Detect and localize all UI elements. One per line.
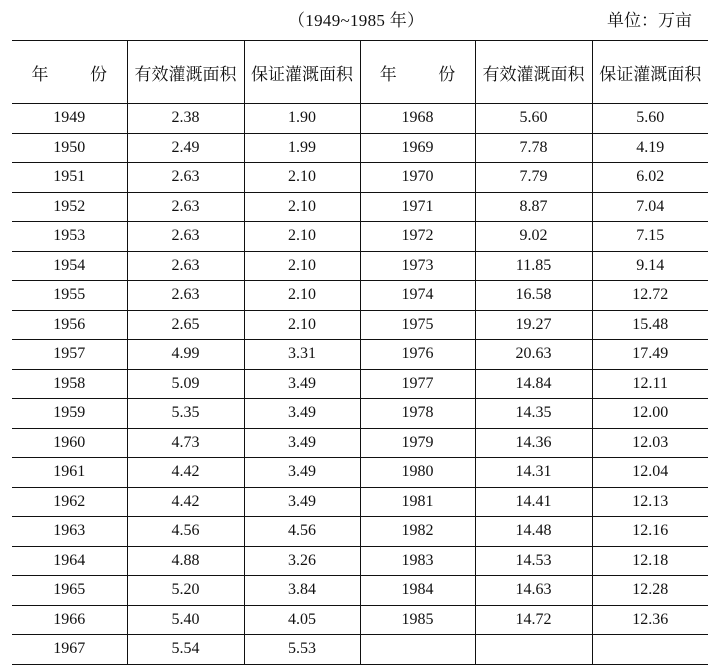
table-row bbox=[12, 605, 708, 635]
year-range-caption: （1949~1985 年） bbox=[288, 11, 425, 30]
effective-area-cell: 4.73 bbox=[127, 428, 244, 458]
guaranteed-area-cell: 12.16 bbox=[592, 517, 708, 547]
effective-area-cell: 5.60 bbox=[475, 104, 592, 134]
year-cell: 1979 bbox=[360, 428, 475, 458]
guaranteed-area-cell: 3.49 bbox=[244, 399, 360, 429]
guaranteed-area-cell: 3.26 bbox=[244, 546, 360, 576]
table-row bbox=[12, 340, 708, 370]
effective-area-cell: 14.41 bbox=[475, 487, 592, 517]
table-row bbox=[12, 487, 708, 517]
year-cell: 1951 bbox=[12, 163, 127, 193]
guaranteed-area-cell: 5.53 bbox=[244, 635, 360, 665]
year-cell: 1978 bbox=[360, 399, 475, 429]
year-cell: 1985 bbox=[360, 605, 475, 635]
header-guaranteed-irrigation-left: 保证灌溉面积 bbox=[244, 41, 360, 104]
effective-area-cell: 14.35 bbox=[475, 399, 592, 429]
header-guaranteed-irrigation-right: 保证灌溉面积 bbox=[592, 41, 708, 104]
guaranteed-area-cell: 3.49 bbox=[244, 369, 360, 399]
effective-area-cell: 2.63 bbox=[127, 192, 244, 222]
year-cell: 1984 bbox=[360, 576, 475, 606]
guaranteed-area-cell: 15.48 bbox=[592, 310, 708, 340]
effective-area-cell: 9.02 bbox=[475, 222, 592, 252]
table-body bbox=[12, 104, 708, 665]
year-cell: 1950 bbox=[12, 133, 127, 163]
year-cell: 1966 bbox=[12, 605, 127, 635]
table-row bbox=[12, 192, 708, 222]
year-cell: 1954 bbox=[12, 251, 127, 281]
guaranteed-area-cell: 12.28 bbox=[592, 576, 708, 606]
year-cell: 1981 bbox=[360, 487, 475, 517]
year-cell: 1967 bbox=[53, 640, 86, 658]
effective-area-cell: 7.78 bbox=[475, 133, 592, 163]
year-cell: 1952 bbox=[12, 192, 127, 222]
year-cell: 1974 bbox=[360, 281, 475, 311]
table-row bbox=[12, 458, 708, 488]
table-row bbox=[12, 281, 708, 311]
effective-area-cell: 4.88 bbox=[127, 546, 244, 576]
year-cell: 1976 bbox=[360, 340, 475, 370]
guaranteed-area-cell bbox=[592, 635, 708, 665]
year-cell: 1964 bbox=[12, 546, 127, 576]
effective-area-cell: 14.48 bbox=[475, 517, 592, 547]
table-row bbox=[12, 399, 708, 429]
guaranteed-area-cell: 1.90 bbox=[244, 104, 360, 134]
effective-area-cell: 5.40 bbox=[127, 605, 244, 635]
effective-area-cell bbox=[475, 635, 592, 665]
guaranteed-area-cell: 3.49 bbox=[244, 487, 360, 517]
effective-area-cell: 14.72 bbox=[475, 605, 592, 635]
header-year-left: 年 份 bbox=[12, 41, 127, 104]
year-cell: 1958 bbox=[12, 369, 127, 399]
guaranteed-area-cell: 9.14 bbox=[592, 251, 708, 281]
year-cell: 1977 bbox=[360, 369, 475, 399]
guaranteed-area-cell: 12.36 bbox=[592, 605, 708, 635]
unit-caption: 单位：万亩 bbox=[607, 11, 692, 31]
header-effective-irrigation-left: 有效灌溉面积 bbox=[127, 41, 244, 104]
guaranteed-area-cell: 12.18 bbox=[592, 546, 708, 576]
table-row bbox=[12, 104, 708, 134]
year-cell: 1975 bbox=[360, 310, 475, 340]
effective-area-cell: 2.65 bbox=[127, 310, 244, 340]
year-cell: 1970 bbox=[360, 163, 475, 193]
guaranteed-area-cell: 3.49 bbox=[244, 428, 360, 458]
year-cell: 1956 bbox=[12, 310, 127, 340]
guaranteed-area-cell: 2.10 bbox=[244, 281, 360, 311]
year-cell: 1983 bbox=[360, 546, 475, 576]
guaranteed-area-cell: 2.10 bbox=[244, 163, 360, 193]
year-cell: 1971 bbox=[360, 192, 475, 222]
table-row bbox=[12, 310, 708, 340]
table-row bbox=[12, 428, 708, 458]
guaranteed-area-cell: 5.60 bbox=[592, 104, 708, 134]
year-cell: 1959 bbox=[12, 399, 127, 429]
guaranteed-area-cell: 2.10 bbox=[244, 192, 360, 222]
guaranteed-area-cell: 12.00 bbox=[592, 399, 708, 429]
effective-area-cell: 11.85 bbox=[475, 251, 592, 281]
guaranteed-area-cell: 12.11 bbox=[592, 369, 708, 399]
guaranteed-area-cell: 12.72 bbox=[592, 281, 708, 311]
effective-area-cell: 7.79 bbox=[475, 163, 592, 193]
year-cell: 1980 bbox=[360, 458, 475, 488]
guaranteed-area-cell: 3.84 bbox=[244, 576, 360, 606]
effective-area-cell: 4.42 bbox=[127, 487, 244, 517]
guaranteed-area-cell: 12.04 bbox=[592, 458, 708, 488]
effective-area-cell: 14.84 bbox=[475, 369, 592, 399]
irrigation-area-table bbox=[12, 40, 708, 665]
guaranteed-area-cell: 2.10 bbox=[244, 222, 360, 252]
table-row bbox=[12, 133, 708, 163]
guaranteed-area-cell: 12.03 bbox=[592, 428, 708, 458]
effective-area-cell: 14.36 bbox=[475, 428, 592, 458]
year-cell: 1962 bbox=[12, 487, 127, 517]
table-row bbox=[12, 369, 708, 399]
year-cell: 1949 bbox=[12, 104, 127, 134]
table-row bbox=[12, 222, 708, 252]
year-cell: 1982 bbox=[360, 517, 475, 547]
year-cell bbox=[360, 635, 475, 665]
effective-area-cell: 14.63 bbox=[475, 576, 592, 606]
table-caption bbox=[0, 0, 716, 34]
year-cell: 1961 bbox=[12, 458, 127, 488]
effective-area-cell: 14.31 bbox=[475, 458, 592, 488]
year-cell: 1965 bbox=[12, 576, 127, 606]
year-cell: 1957 bbox=[12, 340, 127, 370]
effective-area-cell: 20.63 bbox=[475, 340, 592, 370]
effective-area-cell: 19.27 bbox=[475, 310, 592, 340]
guaranteed-area-cell: 2.10 bbox=[244, 251, 360, 281]
year-cell: 1963 bbox=[12, 517, 127, 547]
effective-area-cell: 2.49 bbox=[127, 133, 244, 163]
effective-area-cell: 8.87 bbox=[475, 192, 592, 222]
header-year-right: 年 份 bbox=[360, 41, 475, 104]
year-cell: 1968 bbox=[360, 104, 475, 134]
table-row bbox=[12, 546, 708, 576]
table-row bbox=[12, 576, 708, 606]
effective-area-cell: 2.63 bbox=[127, 222, 244, 252]
table-row bbox=[12, 251, 708, 281]
guaranteed-area-cell: 12.13 bbox=[592, 487, 708, 517]
guaranteed-area-cell: 4.56 bbox=[244, 517, 360, 547]
guaranteed-area-cell: 7.04 bbox=[592, 192, 708, 222]
effective-area-cell: 2.63 bbox=[127, 281, 244, 311]
effective-area-cell: 2.63 bbox=[127, 251, 244, 281]
guaranteed-area-cell: 1.99 bbox=[244, 133, 360, 163]
table-header-row bbox=[12, 41, 708, 104]
guaranteed-area-cell: 4.19 bbox=[592, 133, 708, 163]
guaranteed-area-cell: 3.49 bbox=[244, 458, 360, 488]
table-row bbox=[12, 163, 708, 193]
guaranteed-area-cell: 6.02 bbox=[592, 163, 708, 193]
table-row bbox=[12, 517, 708, 547]
table-row bbox=[12, 635, 708, 665]
guaranteed-area-cell: 17.49 bbox=[592, 340, 708, 370]
guaranteed-area-cell: 4.05 bbox=[244, 605, 360, 635]
effective-area-cell: 16.58 bbox=[475, 281, 592, 311]
effective-area-cell: 4.56 bbox=[127, 517, 244, 547]
effective-area-cell: 5.54 bbox=[127, 635, 244, 665]
effective-area-cell: 5.09 bbox=[127, 369, 244, 399]
year-cell: 1969 bbox=[360, 133, 475, 163]
year-cell: 1973 bbox=[360, 251, 475, 281]
effective-area-cell: 5.20 bbox=[127, 576, 244, 606]
year-cell: 1960 bbox=[12, 428, 127, 458]
effective-area-cell: 4.99 bbox=[127, 340, 244, 370]
guaranteed-area-cell: 2.10 bbox=[244, 310, 360, 340]
effective-area-cell: 2.63 bbox=[127, 163, 244, 193]
year-cell: 1972 bbox=[360, 222, 475, 252]
effective-area-cell: 2.38 bbox=[127, 104, 244, 134]
year-cell: 1953 bbox=[12, 222, 127, 252]
effective-area-cell: 5.35 bbox=[127, 399, 244, 429]
header-effective-irrigation-right: 有效灌溉面积 bbox=[475, 41, 592, 104]
guaranteed-area-cell: 3.31 bbox=[244, 340, 360, 370]
guaranteed-area-cell: 7.15 bbox=[592, 222, 708, 252]
effective-area-cell: 4.42 bbox=[127, 458, 244, 488]
year-cell: 1955 bbox=[12, 281, 127, 311]
effective-area-cell: 14.53 bbox=[475, 546, 592, 576]
